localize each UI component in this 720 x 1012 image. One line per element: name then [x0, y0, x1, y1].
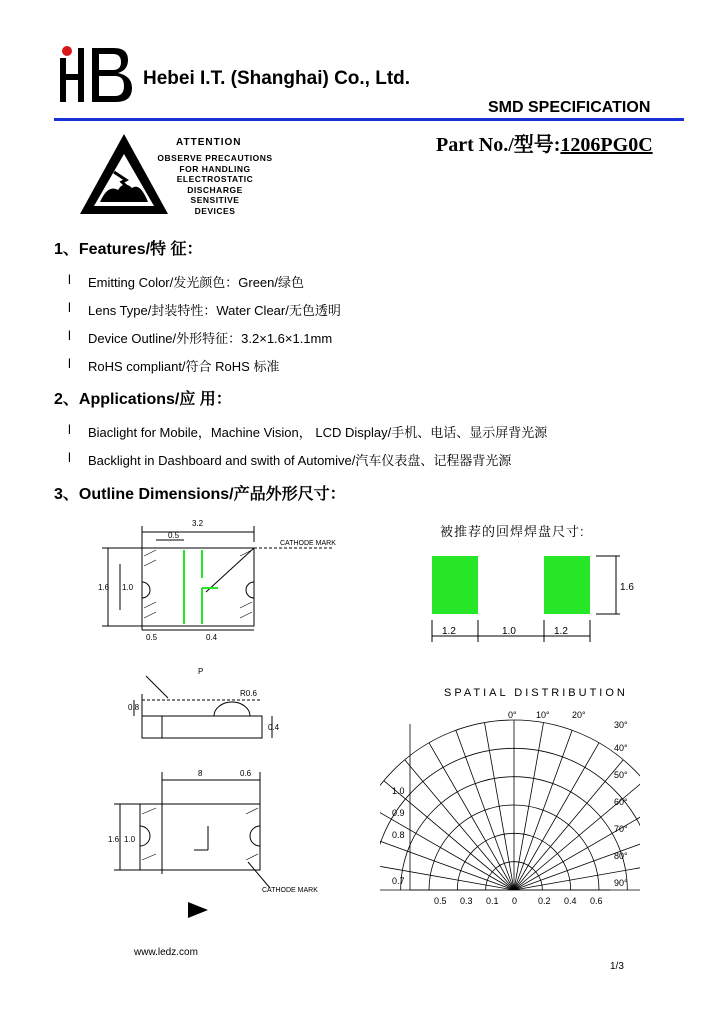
- solder-pad-right: [544, 556, 590, 614]
- dim-width: 8: [198, 769, 203, 778]
- logo-text: HB: [58, 44, 60, 45]
- pad-layout-title: 被推荐的回焊焊盘尺寸:: [440, 524, 585, 539]
- feature-item: RoHS compliant/符合 RoHS 标准: [88, 359, 280, 374]
- bullet-marker: l: [68, 422, 71, 437]
- company-logo: [58, 44, 134, 102]
- feature-item: Device Outline/外形特征：3.2×1.6×1.1mm: [88, 331, 333, 346]
- attention-line: DEVICES: [194, 205, 236, 216]
- dim-height: 1.6: [620, 582, 634, 593]
- angle-label: 10°: [536, 710, 550, 720]
- dim-height: 1.6: [108, 835, 120, 844]
- scale-label: 0: [512, 896, 518, 906]
- scale-label: 1.0: [392, 786, 405, 796]
- attention-line: FOR HANDLING: [179, 163, 251, 174]
- spatial-distribution-chart: [380, 704, 640, 912]
- dim-left: 0.8: [128, 703, 140, 712]
- angle-label: 80°: [614, 851, 628, 861]
- scale-label: 0.6: [590, 896, 603, 906]
- angle-label: 50°: [614, 770, 628, 780]
- application-item: Backlight in Dashboard and swith of Automive/汽车仪表盘、记程器背光源: [88, 453, 512, 468]
- dim-width: 3.2: [192, 519, 204, 528]
- scale-label: 0.9: [392, 808, 405, 818]
- part-number-value: 1206PG0C: [560, 134, 653, 156]
- dim-bottom-right: 0.4: [206, 633, 218, 642]
- bullet-marker: l: [68, 328, 71, 343]
- company-name: Hebei I.T. (Shanghai) Co., Ltd.: [143, 68, 411, 89]
- application-item: Biaclight for Mobile，Machine Vision， LCD Display/手机、电话、显示屏背光源: [88, 425, 548, 440]
- angle-label: 40°: [614, 743, 628, 753]
- play-arrow-icon: [188, 902, 210, 918]
- bullet-marker: l: [68, 300, 71, 315]
- dim-angle: R0.6: [240, 689, 257, 698]
- dim-inner: 1.0: [124, 835, 136, 844]
- logo-dot: [62, 46, 72, 56]
- dim-right: 0.6: [240, 769, 252, 778]
- angle-label: 70°: [614, 824, 628, 834]
- bottom-view-drawing: [100, 764, 340, 894]
- dim-pad: 0.5: [168, 531, 180, 540]
- solder-pad-left: [432, 556, 478, 614]
- dim-left: 1.2: [442, 626, 456, 637]
- page-number: 1/3: [610, 961, 624, 972]
- top-view-drawing: [94, 512, 364, 652]
- dim-height-inner: 1.0: [122, 583, 134, 592]
- angle-label: 90°: [614, 878, 628, 888]
- bullet-marker: l: [68, 356, 71, 371]
- dim-top: P: [198, 667, 204, 676]
- bullet-marker: l: [68, 272, 71, 287]
- scale-label: 0.3: [460, 896, 473, 906]
- dim-right: 0.4: [268, 723, 280, 732]
- attention-line: DISCHARGE: [187, 184, 243, 195]
- scale-label: 0.1: [486, 896, 499, 906]
- scale-label: 0.7: [392, 876, 405, 886]
- pad-layout-drawing: [420, 548, 640, 648]
- part-number: [436, 128, 653, 157]
- spec-title: SMD SPECIFICATION: [488, 99, 651, 116]
- cathode-label: CATHODE MARK: [280, 540, 336, 547]
- cathode-label: CATHODE MARK: [262, 887, 318, 894]
- scale-label: 0.2: [538, 896, 551, 906]
- applications-heading: 2、Applications/应 用：: [54, 391, 232, 408]
- dim-right: 1.2: [554, 626, 568, 637]
- scale-label: 0.5: [434, 896, 447, 906]
- attention-line: SENSITIVE: [190, 195, 240, 206]
- scale-label: 0.4: [564, 896, 577, 906]
- outline-heading: 3、Outline Dimensions/产品外形尺寸：: [54, 486, 346, 503]
- scale-label: 0.8: [392, 830, 405, 840]
- feature-item: Lens Type/封装特性：Water Clear/无色透明: [88, 303, 341, 318]
- side-view-drawing: [128, 664, 288, 744]
- bullet-marker: l: [68, 450, 71, 465]
- dim-height-outer: 1.6: [98, 583, 110, 592]
- footer-url[interactable]: www.ledz.com: [134, 947, 198, 958]
- dim-gap: 1.0: [502, 626, 516, 637]
- angle-label: 60°: [614, 797, 628, 807]
- spatial-title: SPATIAL DISTRIBUTION: [444, 687, 628, 699]
- attention-line: ELECTROSTATIC: [176, 174, 254, 185]
- angle-label: 20°: [572, 710, 586, 720]
- angle-label: 30°: [614, 720, 628, 730]
- dim-bottom-left: 0.5: [146, 633, 158, 642]
- header-rule: [54, 118, 684, 121]
- attention-text: [150, 153, 280, 217]
- attention-title: ATTENTION: [176, 137, 242, 148]
- part-label: Part No./型号:: [436, 134, 561, 156]
- features-heading: 1、Features/特 征：: [54, 241, 203, 258]
- angle-label: 0°: [508, 710, 517, 720]
- attention-line: OBSERVE PRECAUTIONS: [157, 153, 273, 163]
- feature-item: Emitting Color/发光颜色：Green/绿色: [88, 275, 304, 290]
